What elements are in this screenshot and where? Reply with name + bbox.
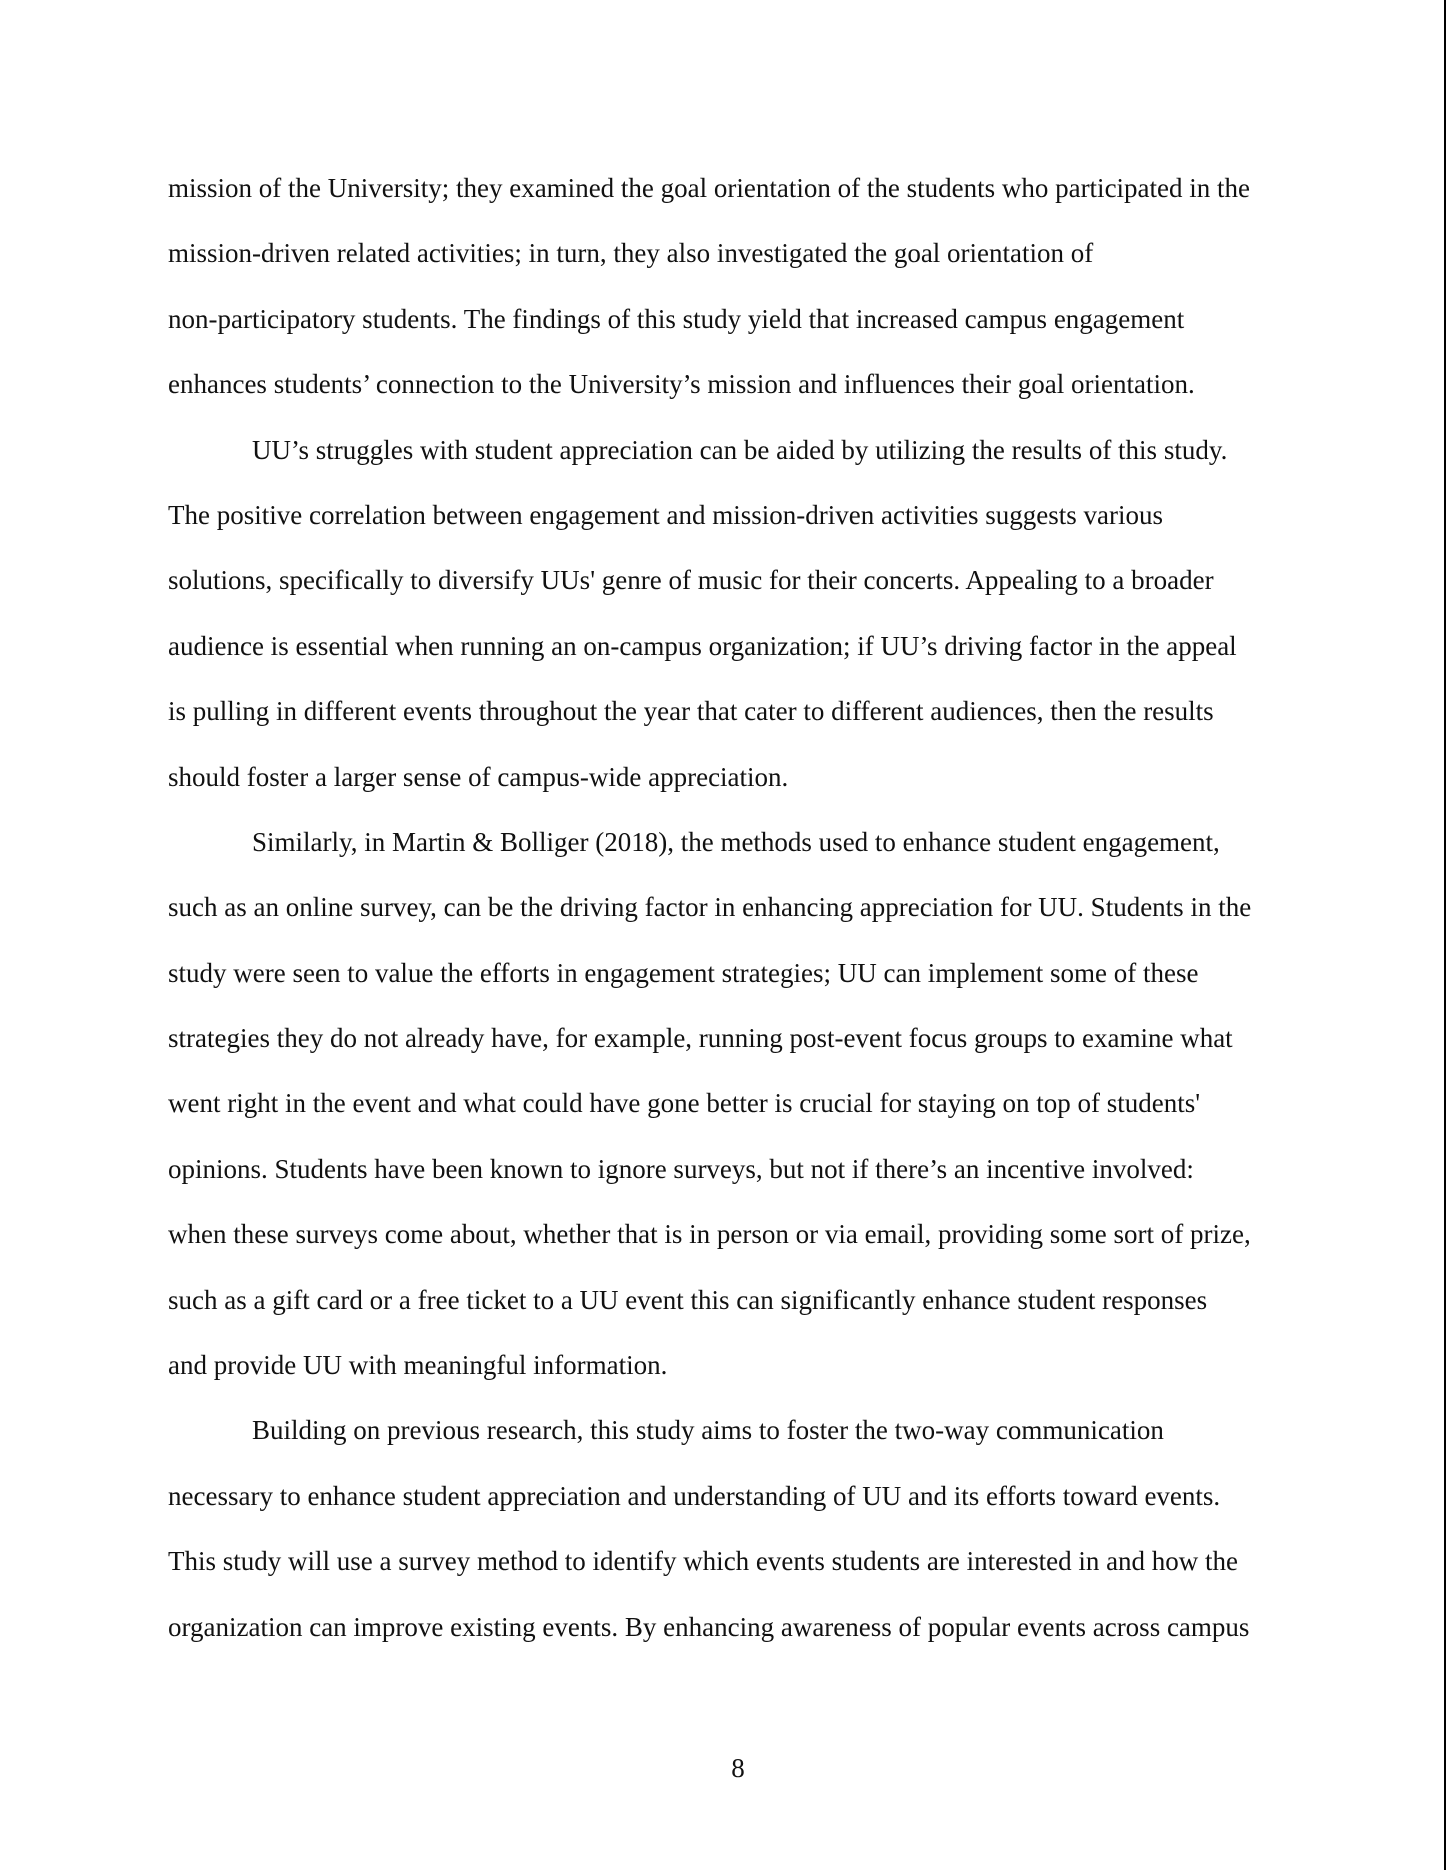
text-line: The positive correlation between engagement and mission-driven activities suggests various: [168, 499, 1163, 530]
text-line: should foster a larger sense of campus-wide appreciation.: [168, 761, 789, 792]
paragraph-first-line: Building on previous research, this study aims to foster the two-way communication: [252, 1415, 1164, 1446]
paragraph-first-line: Similarly, in Martin & Bolliger (2018), the methods used to enhance student engagement,: [252, 826, 1220, 857]
text-line: strategies they do not already have, for example, running post-event focus groups to examine what: [168, 1023, 1233, 1054]
text-line: organization can improve existing events. By enhancing awareness of popular events across campus: [168, 1611, 1250, 1642]
text-line: is pulling in different events throughout the year that cater to different audiences, then the results: [168, 696, 1214, 727]
text-line: audience is essential when running an on-campus organization; if UU’s driving factor in the appeal: [168, 630, 1237, 661]
text-line: enhances students’ connection to the University’s mission and influences their goal orientation.: [168, 369, 1195, 400]
text-line: solutions, specifically to diversify UUs' genre of music for their concerts. Appealing to a broader: [168, 565, 1214, 596]
text-line: This study will use a survey method to identify which events students are interested in and how the: [168, 1546, 1239, 1577]
text-line: necessary to enhance student appreciation and understanding of UU and its efforts toward events.: [168, 1480, 1221, 1511]
text-line: opinions. Students have been known to ignore surveys, but not if there’s an incentive involved:: [168, 1153, 1194, 1184]
text-line: such as a gift card or a free ticket to a UU event this can significantly enhance student responses: [168, 1284, 1208, 1315]
text-line: such as an online survey, can be the driving factor in enhancing appreciation for UU. Students in the: [168, 892, 1252, 923]
text-line: non-participatory students. The findings of this study yield that increased campus engagement: [168, 303, 1185, 334]
text-line: went right in the event and what could have gone better is crucial for staying on top of students': [168, 1088, 1201, 1119]
text-line: and provide UU with meaningful information.: [168, 1350, 668, 1381]
page-number: 8: [731, 1753, 745, 1783]
text-line: study were seen to value the efforts in engagement strategies; UU can implement some of these: [168, 957, 1199, 988]
text-line: mission of the University; they examined the goal orientation of the students who participated in the: [168, 173, 1251, 203]
document-body: [168, 158, 1310, 1662]
text-line: mission-driven related activities; in turn, they also investigated the goal orientation of: [168, 238, 1094, 269]
paragraph-first-line: UU’s struggles with student appreciation can be aided by utilizing the results of this study.: [252, 434, 1228, 465]
text-line: when these surveys come about, whether that is in person or via email, providing some sort of prize,: [168, 1219, 1251, 1250]
